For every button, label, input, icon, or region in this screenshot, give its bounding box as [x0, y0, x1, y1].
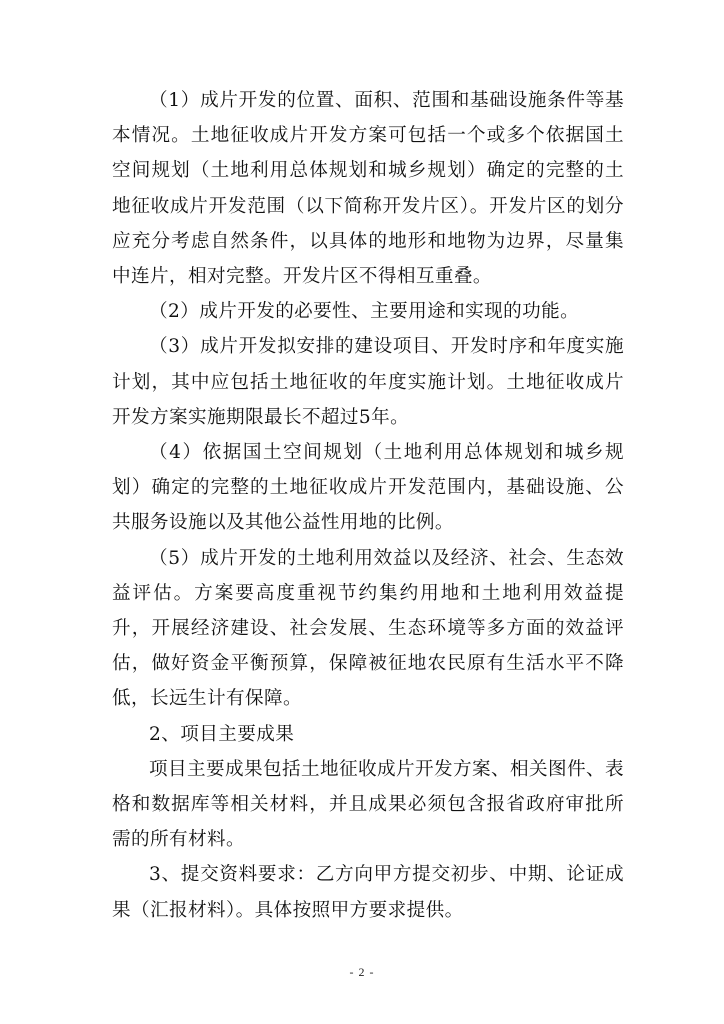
paragraph-submission-requirements: 3、提交资料要求：乙方向甲方提交初步、中期、论证成果（汇报材料）。具体按照甲方要求提供。	[112, 864, 624, 921]
paragraph-item-2: （2）成片开发的必要性、主要用途和实现的功能。	[149, 301, 580, 323]
paragraph-main-results: 项目主要成果包括土地征收成片开发方案、相关图件、表格和数据库等相关材料，并且成果必须包含报省政府审批所需的所有材料。	[112, 758, 624, 851]
paragraph-item-4: （4）依据国土空间规划（土地利用总体规划和城乡规划）确定的完整的土地征收成片开发范围内，基础设施、公共服务设施以及其他公益性用地的比例。	[112, 442, 624, 534]
section-heading-main-results: 2、项目主要成果	[149, 723, 295, 745]
paragraph-item-3: （3）成片开发拟安排的建设项目、开发时序和年度实施计划，其中应包括土地征收的年度实施计划。土地征收成片开发方案实施期限最长不超过5年。	[112, 336, 624, 428]
paragraph-item-1: （1）成片开发的位置、面积、范围和基础设施条件等基本情况。土地征收成片开发方案可包括一个或多个依据国土空间规划（土地利用总体规划和城乡规划）确定的完整的土地征收成片开发范围（以下简称开发片区）。开发片区的划分应充分考虑自然条件，以具体的地形和地物为边界，尽量集中连片，相对完整。开发片区不得相互重叠。	[112, 90, 624, 288]
body-text	[112, 83, 624, 928]
paragraph-item-5: （5）成片开发的土地利用效益以及经济、社会、生态效益评估。方案要高度重视节约集约用地和土地利用效益提升，开展经济建设、社会发展、生态环境等多方面的效益评估，做好资金平衡预算，保障被征地农民原有生活水平不降低，长远生计有保障。	[112, 547, 624, 710]
page-number: - 2 -	[349, 965, 375, 979]
